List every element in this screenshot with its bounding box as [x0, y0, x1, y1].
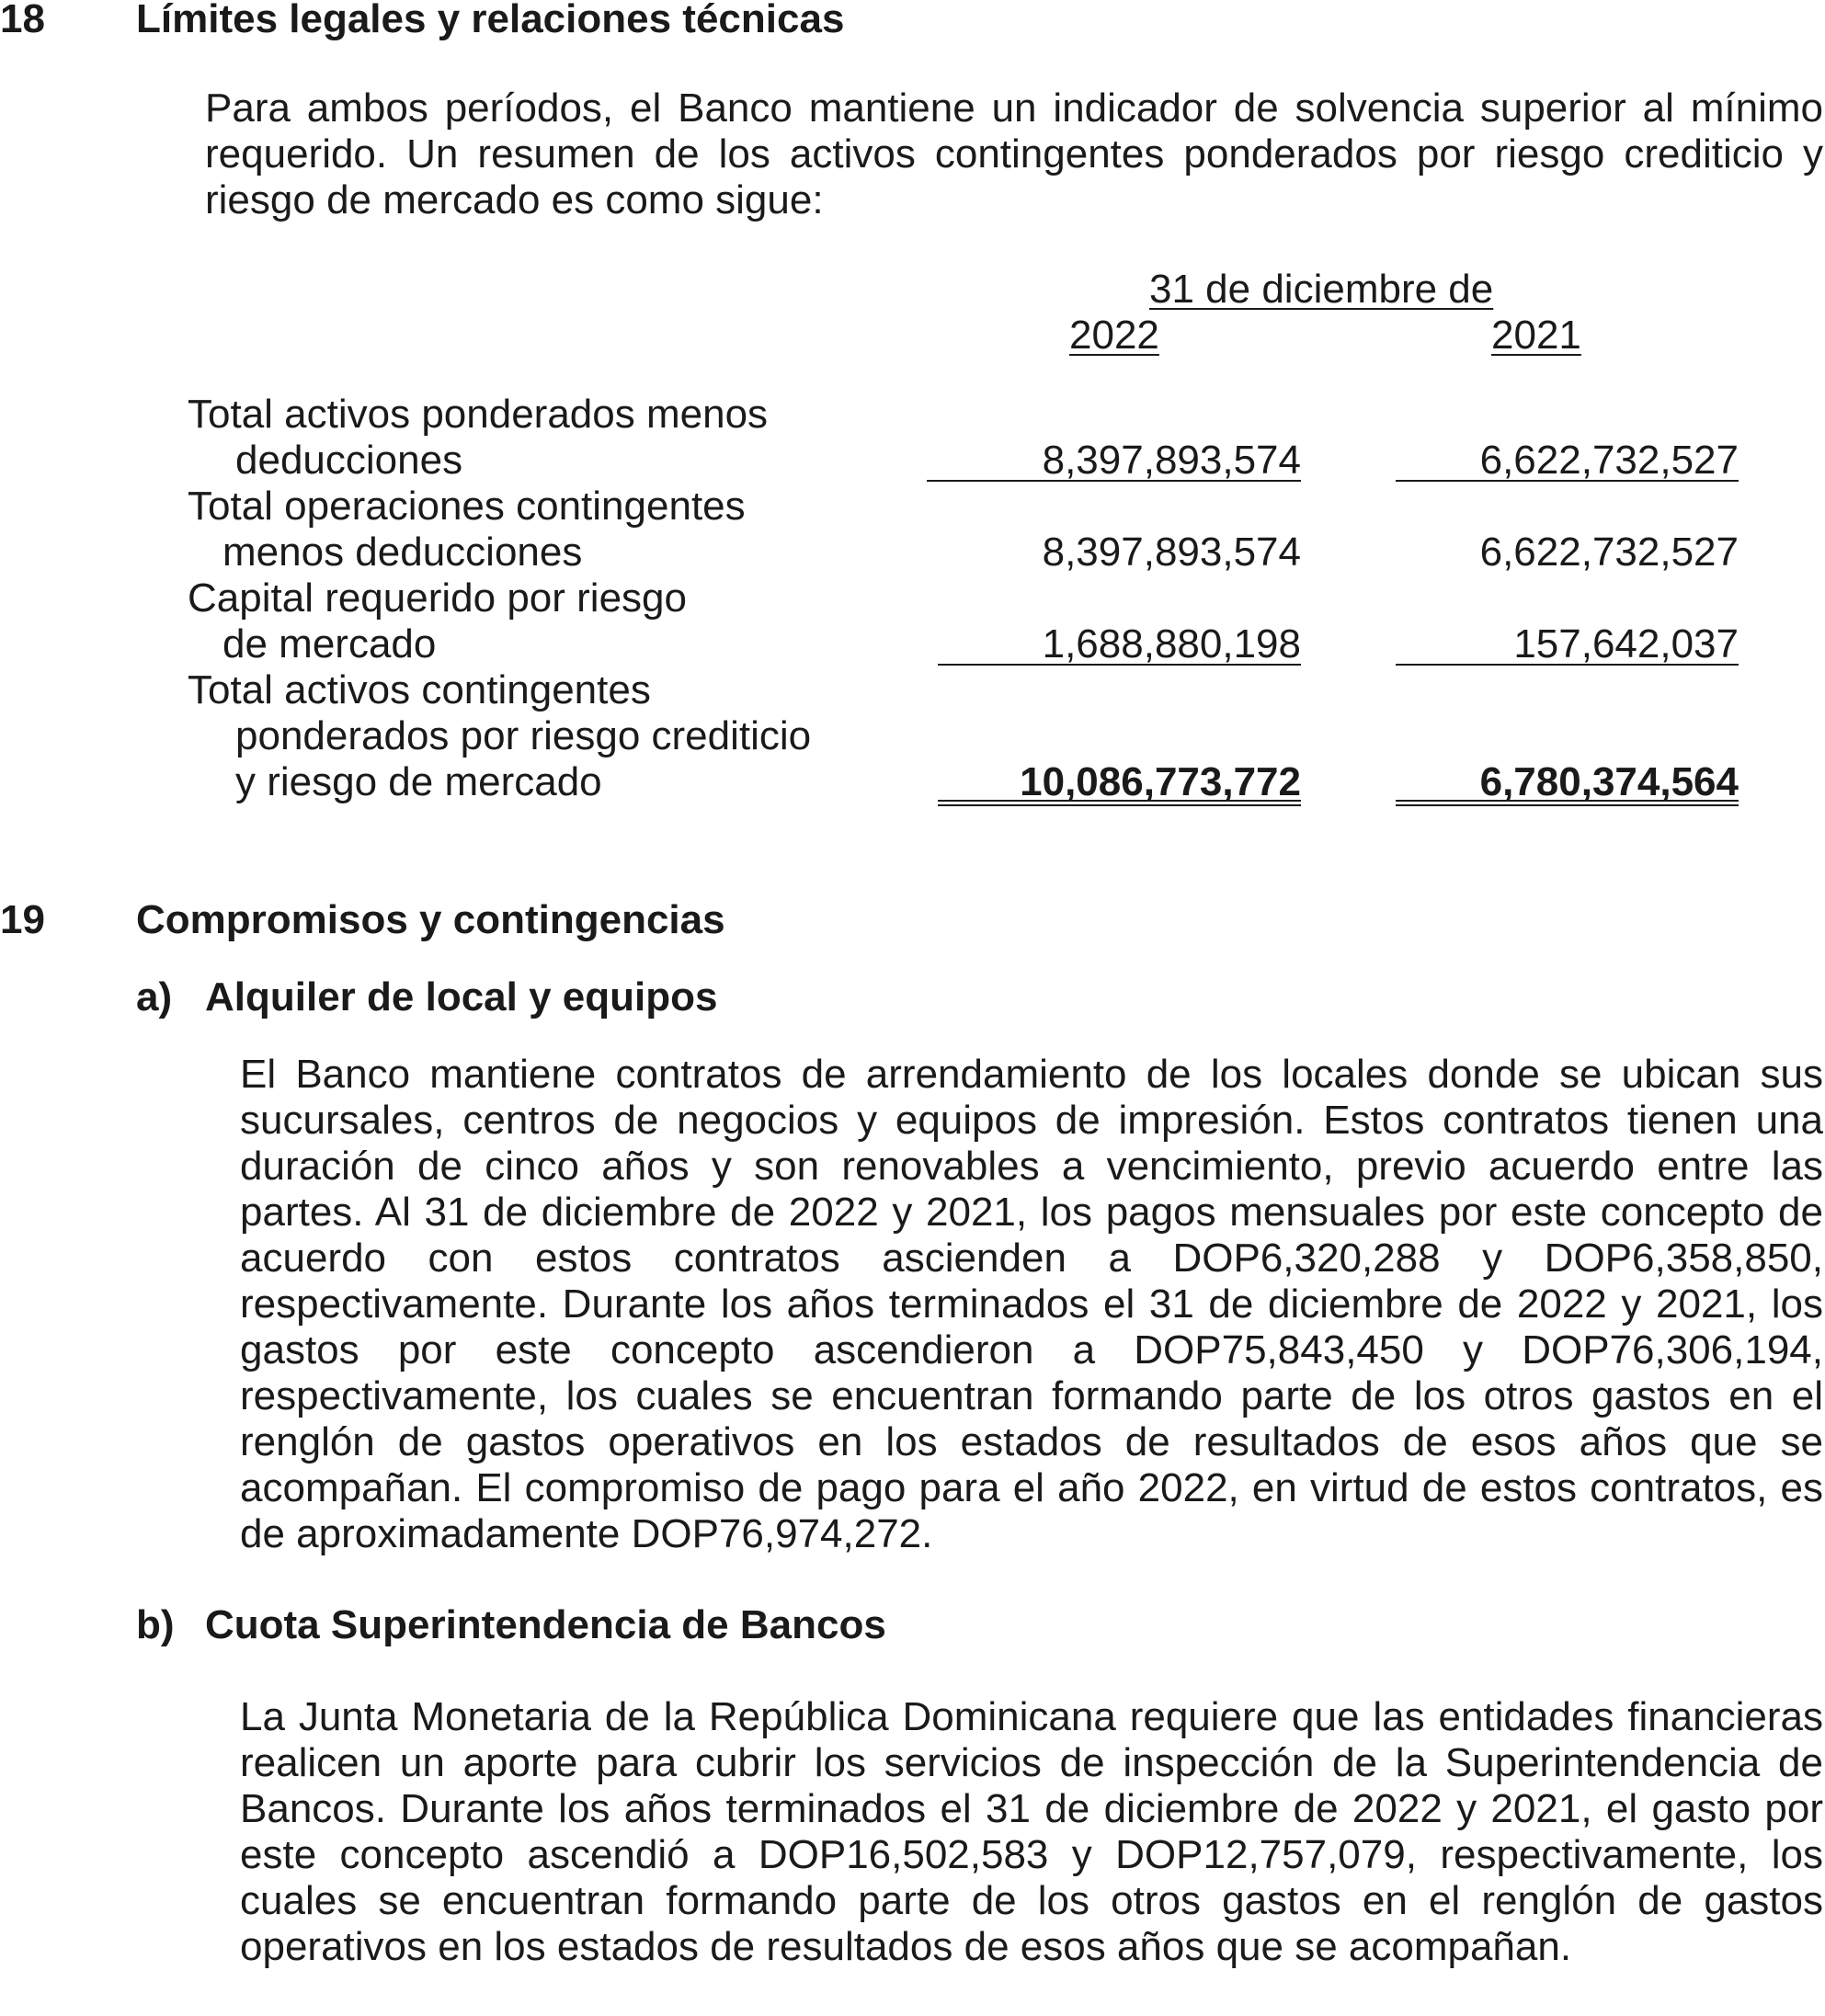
- row-label-line: deducciones: [235, 438, 463, 483]
- section-19-number: 19: [0, 897, 45, 942]
- subtotal-rule: [938, 664, 1301, 666]
- row-label-line: Total operaciones contingentes: [188, 484, 746, 529]
- section-19-title: Compromisos y contingencias: [136, 897, 725, 942]
- subtotal-rule: [1396, 664, 1739, 666]
- total-value-2021: 6,780,374,564: [1479, 759, 1739, 804]
- row-label-line: ponderados por riesgo crediticio: [235, 713, 812, 758]
- row-label-line: Total activos ponderados menos: [188, 392, 769, 437]
- subsection-b-title: Cuota Superintendencia de Bancos: [205, 1602, 886, 1647]
- row-label-line: y riesgo de mercado: [235, 759, 602, 804]
- year-2022-header: 2022: [1069, 313, 1159, 358]
- subtotal-rule: [927, 480, 1301, 482]
- total-value-2022: 10,086,773,772: [1020, 759, 1301, 804]
- section-18-number: 18: [0, 0, 45, 41]
- value-2021: 157,642,037: [1513, 621, 1739, 666]
- subtotal-rule: [1396, 480, 1739, 482]
- section-18-paragraph: Para ambos períodos, el Banco mantiene un indicador de solvencia superior al mínimo requerido. Un resumen de los activos contingentes ponderados por riesgo crediticio y riesgo de mercado es como sigue:: [205, 85, 1823, 222]
- row-label-line: Total activos contingentes: [188, 667, 651, 712]
- subsection-a-paragraph: El Banco mantiene contratos de arrendamiento de los locales donde se ubican sus sucursales, centros de negocios y equipos de impresión. Estos contratos tienen una duración de cinco años y son renovables a vencimiento, previo acuerdo entre las partes. Al 31 de diciembre de 2022 y 2021, los pagos mensuales por este concepto de acuerdo con estos contratos ascienden a DOP6,320,288 y DOP6,358,850, respectivamente. Durante los años terminados el 31 de diciembre de 2022 y 2021, los gastos por este concepto ascendieron a DOP75,843,450 y DOP76,306,194, respectivamente, los cuales se encuentran formando parte de los otros gastos en el renglón de gastos operativos en los estados de resultados de esos años que se acompañan. El compromiso de pago para el año 2022, en virtud de estos contratos, es de aproximadamente DOP76,974,272.: [240, 1052, 1823, 1556]
- value-2022: 1,688,880,198: [1042, 621, 1301, 666]
- value-2022: 8,397,893,574: [1042, 530, 1301, 575]
- value-2021: 6,622,732,527: [1479, 530, 1739, 575]
- section-18-title: Límites legales y relaciones técnicas: [136, 0, 845, 41]
- row-label-line: de mercado: [222, 621, 437, 666]
- row-label-line: menos deducciones: [222, 530, 583, 575]
- subsection-a-title: Alquiler de local y equipos: [205, 974, 718, 1019]
- row-label-line: Capital requerido por riesgo: [188, 575, 687, 621]
- subsection-b-letter: b): [136, 1602, 175, 1647]
- value-2022: 8,397,893,574: [1042, 438, 1301, 483]
- subsection-b-paragraph: La Junta Monetaria de la República Dominicana requiere que las entidades financieras realicen un aporte para cubrir los servicios de inspección de la Superintendencia de Bancos. Durante los años terminados el 31 de diciembre de 2022 y 2021, el gasto por este concepto ascendió a DOP16,502,583 y DOP12,757,079, respectivamente, los cuales se encuentran formando parte de los otros gastos en el renglón de gastos operativos en los estados de resultados de esos años que se acompañan.: [240, 1694, 1823, 1969]
- subsection-a-letter: a): [136, 974, 173, 1019]
- value-2021: 6,622,732,527: [1479, 438, 1739, 483]
- total-double-rule: [1396, 800, 1739, 806]
- year-2021-header: 2021: [1491, 313, 1581, 358]
- total-double-rule: [938, 800, 1301, 806]
- period-header: 31 de diciembre de: [1149, 267, 1494, 312]
